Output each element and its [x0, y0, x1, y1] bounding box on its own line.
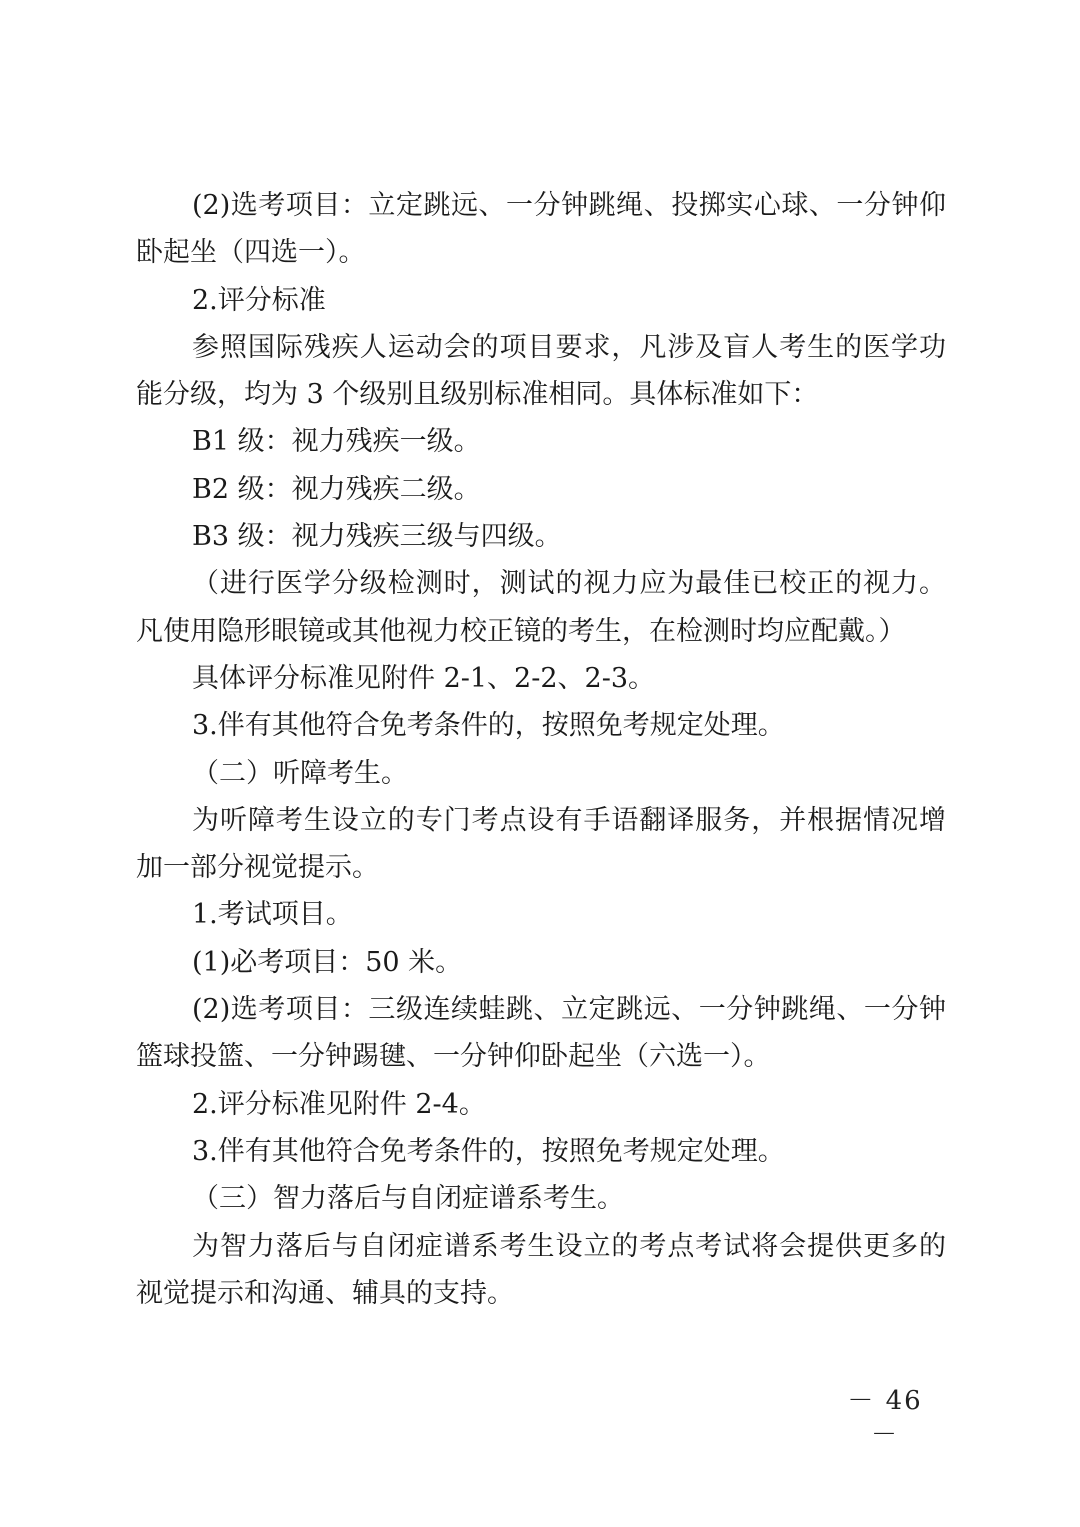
- paragraph-b2-level: B2 级：视力残疾二级。: [192, 473, 481, 505]
- paragraph-exemption-hearing: 3.伴有其他符合免考条件的，按照免考规定处理。: [192, 1135, 785, 1167]
- paragraph-exam-items-heading: 1.考试项目。: [192, 899, 353, 931]
- paragraph-medical-testing-note: （进行医学分级检测时，测试的视力应为最佳已校正的视力。凡使用隐形眼镜或其他视力校正镜的考生，在检测时均应配戴。）: [136, 568, 946, 647]
- paragraph-classification-intro: 参照国际残疾人运动会的项目要求，凡涉及盲人考生的医学功能分级，均为 3 个级别且级别标准相同。具体标准如下：: [136, 331, 946, 411]
- paragraph-hearing-impaired-service: 为听障考生设立的专门考点设有手语翻译服务，并根据情况增加一部分视觉提示。: [136, 804, 946, 884]
- paragraph-required-item: (1)必考项目：50 米。: [192, 946, 463, 978]
- paragraph-exemption-visual: 3.伴有其他符合免考条件的，按照免考规定处理。: [192, 710, 785, 742]
- paragraph-intellectual-autism-support: 为智力落后与自闭症谱系考生设立的考点考试将会提供更多的视觉提示和沟通、辅具的支持。: [136, 1230, 946, 1309]
- section-heading-intellectual-autism: （三）智力落后与自闭症谱系考生。: [192, 1183, 624, 1215]
- paragraph-attachment-reference-hearing: 2.评分标准见附件 2-4。: [192, 1088, 486, 1120]
- paragraph-scoring-standard-heading: 2.评分标准: [192, 284, 326, 316]
- document-body: [136, 182, 946, 1317]
- paragraph-optional-items-visual: (2)选考项目：立定跳远、一分钟跳绳、投掷实心球、一分钟仰卧起坐（四选一）。: [136, 190, 946, 269]
- paragraph-b3-level: B3 级：视力残疾三级与四级。: [192, 521, 562, 553]
- paragraph-attachment-reference-visual: 具体评分标准见附件 2-1、2-2、2-3。: [192, 662, 656, 694]
- section-heading-hearing-impaired: （二）听障考生。: [192, 757, 408, 789]
- paragraph-b1-level: B1 级：视力残疾一级。: [192, 426, 481, 458]
- paragraph-optional-items-hearing: (2)选考项目：三级连续蛙跳、立定跳远、一分钟跳绳、一分钟篮球投篮、一分钟踢毽、一分钟仰卧起坐（六选一）。: [136, 994, 946, 1073]
- page-number: － 46 －: [847, 1386, 923, 1450]
